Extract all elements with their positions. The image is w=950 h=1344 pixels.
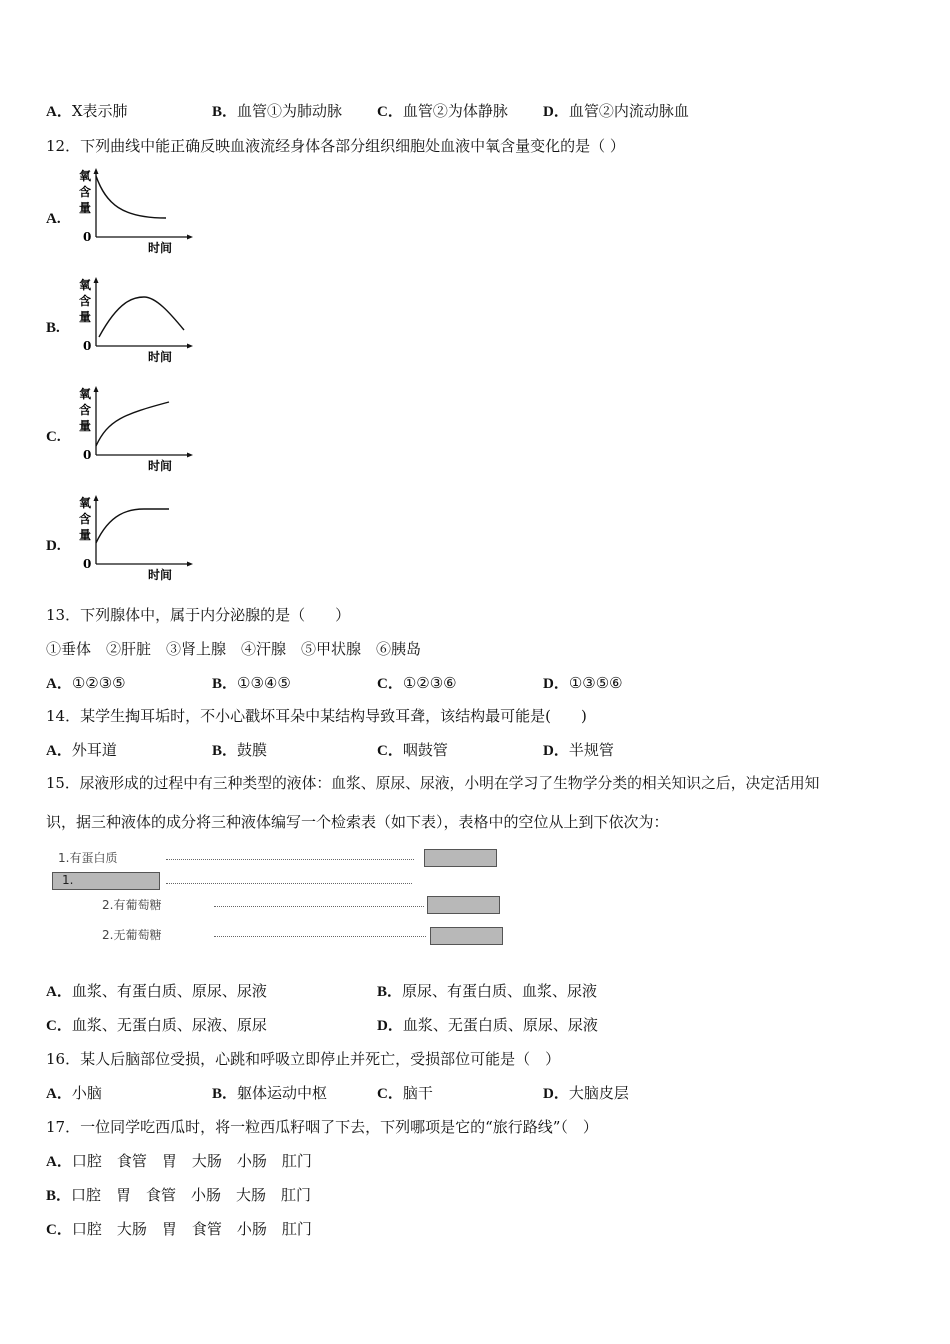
axis-xlabel: 时间 [148, 350, 173, 364]
q13-stem: 13．下列腺体中，属于内分泌腺的是（ ） [46, 606, 351, 624]
y-axis-arrow [94, 495, 99, 501]
key-row-4-label: 2.无葡萄糖 [102, 928, 162, 942]
key-row-4-dots [214, 936, 426, 937]
x-axis-arrow [187, 235, 193, 240]
q15-stem-line2: 识，据三种液体的成分将三种液体编写一个检索表（如下表），表格中的空位从上到下依次为： [46, 813, 669, 831]
key-row-2-label: 1. [62, 873, 74, 887]
axis-ylabel-char: 量 [79, 201, 92, 215]
axis-xlabel: 时间 [148, 459, 173, 473]
q14-option-c[interactable]: C．咽鼓管 [377, 741, 448, 759]
key-row-3-dots [214, 906, 424, 907]
axis-ylabel-char: 含 [79, 185, 92, 199]
q15-option-d[interactable]: D．血浆、无蛋白质、原尿、尿液 [377, 1016, 598, 1034]
q16-stem: 16．某人后脑部位受损，心跳和呼吸立即停止并死亡，受损部位可能是（ ） [46, 1050, 561, 1068]
q11-option-c[interactable]: C．血管②为体静脉 [377, 102, 508, 120]
q16-option-d[interactable]: D．大脑皮层 [543, 1084, 629, 1102]
axis-ylabel-char: 含 [79, 294, 92, 308]
key-row-4-blank[interactable] [430, 927, 503, 945]
key-row-1-blank[interactable] [424, 849, 497, 867]
q16-option-c[interactable]: C．脑干 [377, 1084, 433, 1102]
axis-ylabel-char: 含 [79, 403, 92, 417]
x-axis-arrow [187, 344, 193, 349]
q17-option-c[interactable]: C．口腔 大肠 胃 食管 小肠 肛门 [46, 1220, 312, 1238]
q12-stem: 12．下列曲线中能正确反映血液流经身体各部分组织细胞处血液中氧含量变化的是（ ） [46, 137, 625, 155]
key-row-3-blank[interactable] [427, 896, 500, 914]
axis-origin: 0 [83, 339, 92, 353]
q15-option-c[interactable]: C．血浆、无蛋白质、尿液、原尿 [46, 1016, 267, 1034]
q13-option-a[interactable]: A．①②③⑤ [46, 674, 126, 692]
q17-option-b[interactable]: B．口腔 胃 食管 小肠 大肠 肛门 [46, 1186, 312, 1204]
key-row-1-label: 1.有蛋白质 [58, 851, 118, 865]
q13-items: ①垂体 ②肝脏 ③肾上腺 ④汗腺 ⑤甲状腺 ⑥胰岛 [46, 640, 422, 658]
axis-xlabel: 时间 [148, 241, 173, 255]
q12-option-b-label[interactable]: B. [46, 320, 60, 336]
q11-option-a[interactable]: A．X表示肺 [46, 102, 128, 120]
axis-origin: 0 [83, 448, 92, 462]
q12-option-a-label[interactable]: A. [46, 211, 61, 227]
axis-ylabel-char: 氧 [79, 278, 92, 292]
y-axis-arrow [94, 168, 99, 174]
q15-stem-line1: 15．尿液形成的过程中有三种类型的液体：血浆、原尿、尿液，小明在学习了生物学分类的相关知识之后，决定活用知 [46, 775, 820, 792]
q12-graph-b [74, 275, 199, 369]
q14-option-b[interactable]: B．鼓膜 [212, 741, 268, 759]
q12-option-d-label[interactable]: D. [46, 538, 61, 554]
q15-option-b[interactable]: B．原尿、有蛋白质、血浆、尿液 [377, 982, 598, 1000]
q16-option-b[interactable]: B．躯体运动中枢 [212, 1084, 328, 1102]
q17-option-a[interactable]: A．口腔 食管 胃 大肠 小肠 肛门 [46, 1152, 312, 1170]
axis-ylabel-char: 含 [79, 512, 92, 526]
q15-option-a[interactable]: A．血浆、有蛋白质、原尿、尿液 [46, 982, 267, 1000]
q16-option-a[interactable]: A．小脑 [46, 1084, 102, 1102]
axis-ylabel-char: 量 [79, 528, 92, 542]
axis-ylabel-char: 氧 [79, 387, 92, 401]
q14-option-a[interactable]: A．外耳道 [46, 741, 117, 759]
axis-ylabel-char: 氧 [79, 169, 92, 183]
axis-ylabel-char: 量 [79, 310, 92, 324]
q12-graph-d [74, 493, 199, 587]
y-axis-arrow [94, 277, 99, 283]
x-axis-arrow [187, 562, 193, 567]
key-row-2-dots [166, 883, 412, 884]
key-row-1-dots [166, 859, 414, 860]
x-axis-arrow [187, 453, 193, 458]
curve-decreasing [96, 176, 166, 218]
axis-xlabel: 时间 [148, 568, 173, 582]
y-axis-arrow [94, 386, 99, 392]
q13-option-d[interactable]: D．①③⑤⑥ [543, 674, 623, 692]
q11-option-b[interactable]: B．血管①为肺动脉 [212, 102, 343, 120]
q13-option-b[interactable]: B．①③④⑤ [212, 674, 291, 692]
curve-increasing [96, 402, 169, 446]
q12-graph-a [74, 166, 199, 260]
q12-option-c-label[interactable]: C. [46, 429, 61, 445]
q14-stem: 14．某学生掏耳垢时，不小心戳坏耳朵中某结构导致耳聋，该结构最可能是( ) [46, 707, 587, 725]
axis-ylabel-char: 量 [79, 419, 92, 433]
q11-option-d[interactable]: D．血管②内流动脉血 [543, 102, 689, 120]
axis-ylabel-char: 氧 [79, 496, 92, 510]
axis-origin: 0 [83, 230, 92, 244]
q13-option-c[interactable]: C．①②③⑥ [377, 674, 457, 692]
q17-stem: 17．一位同学吃西瓜时，将一粒西瓜籽咽了下去，下列哪项是它的“旅行路线”（ ） [46, 1118, 598, 1136]
key-row-3-label: 2.有葡萄糖 [102, 898, 162, 912]
curve-rise-fall [99, 297, 184, 337]
q12-graph-c [74, 384, 199, 478]
axis-origin: 0 [83, 557, 92, 571]
curve-plateau [96, 509, 169, 543]
q14-option-d[interactable]: D．半规管 [543, 741, 614, 759]
